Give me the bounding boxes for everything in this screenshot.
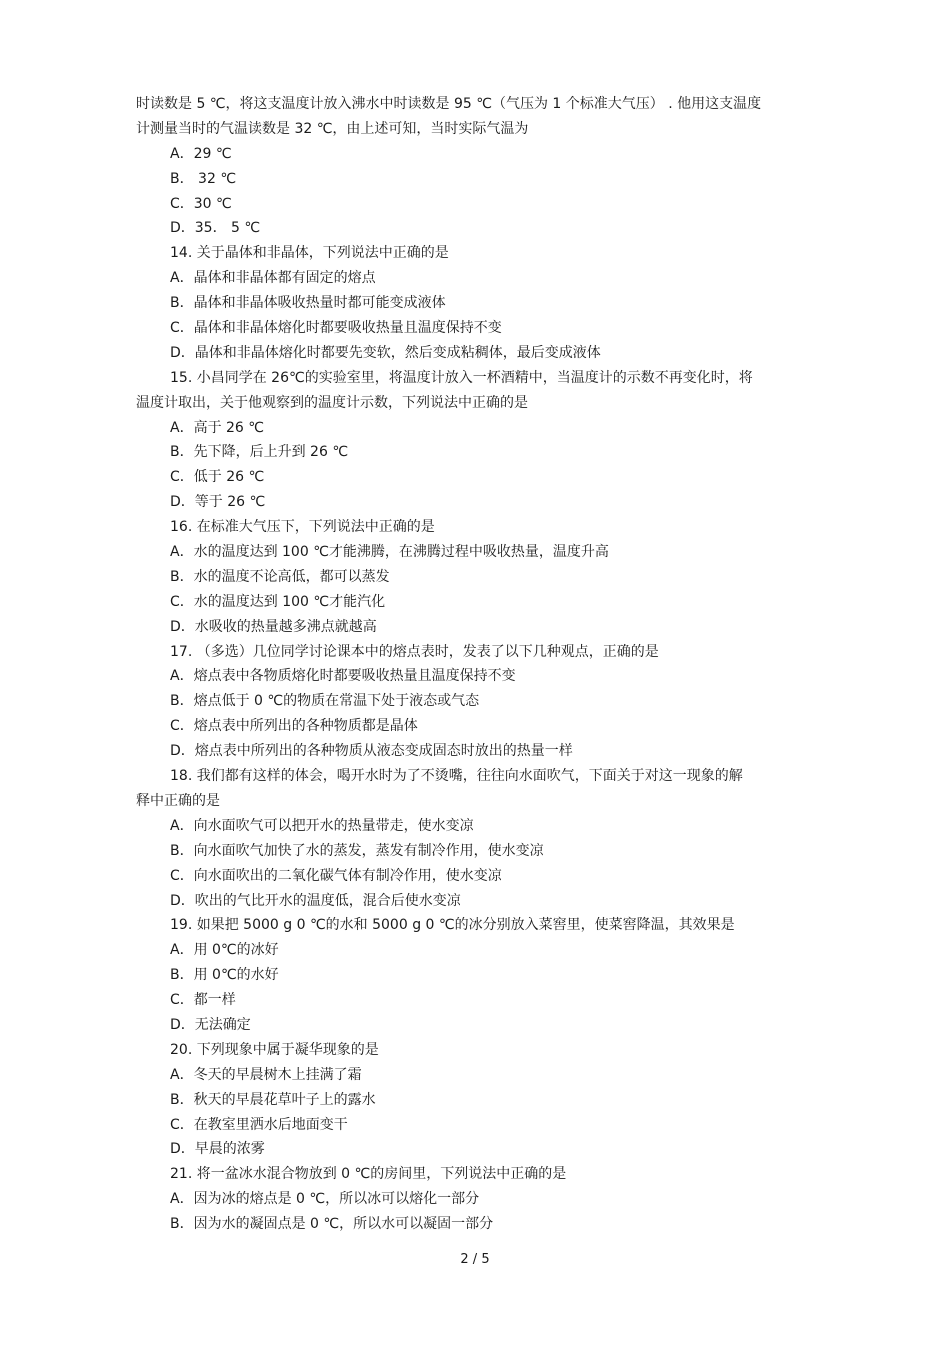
text-line: 16. 在标准大气压下，下列说法中正确的是: [170, 519, 435, 536]
text-line: 21. 将一盆冰水混合物放到 0 ℃的房间里，下列说法中正确的是: [170, 1166, 567, 1183]
text-line: 14. 关于晶体和非晶体，下列说法中正确的是: [170, 245, 449, 262]
text-line: B．晶体和非晶体吸收热量时都可能变成液体: [170, 295, 446, 312]
text-line: D．等于 26 ℃: [170, 494, 266, 511]
page-number: 2 / 5: [460, 1252, 490, 1267]
text-line: C．水的温度达到 100 ℃才能汽化: [170, 593, 386, 610]
text-line: A．晶体和非晶体都有固定的熔点: [170, 270, 376, 287]
text-line: B．用 0℃的水好: [170, 967, 279, 984]
text-line: 20. 下列现象中属于凝华现象的是: [170, 1041, 379, 1058]
text-line: D．早晨的浓雾: [170, 1141, 265, 1158]
text-line: D．35． 5 ℃: [170, 220, 261, 237]
text-line: 18. 我们都有这样的体会，喝开水时为了不烫嘴，往往向水面吹气，下面关于对这一现象的解: [170, 768, 743, 785]
text-line: D．晶体和非晶体熔化时都要先变软，然后变成粘稠体，最后变成液体: [170, 344, 601, 361]
text-line: 释中正确的是: [136, 792, 220, 809]
text-line: 时读数是 5 ℃，将这支温度计放入沸水中时读数是 95 ℃（气压为 1 个标准大气压） . 他用这支温度: [136, 96, 762, 112]
text-line: C．晶体和非晶体熔化时都要吸收热量且温度保持不变: [170, 320, 502, 337]
text-line: C．低于 26 ℃: [170, 469, 265, 486]
text-line: C．都一样: [170, 992, 236, 1009]
text-line: A．熔点表中各物质熔化时都要吸收热量且温度保持不变: [170, 668, 516, 685]
text-line: B．水的温度不论高低，都可以蒸发: [170, 568, 390, 585]
text-line: A．因为冰的熔点是 0 ℃，所以冰可以熔化一部分: [170, 1191, 480, 1208]
text-line: A．水的温度达到 100 ℃才能沸腾，在沸腾过程中吸收热量，温度升高: [170, 544, 609, 561]
text-line: A．向水面吹气可以把开水的热量带走，使水变凉: [170, 817, 474, 834]
text-line: B． 32 ℃: [170, 170, 237, 187]
text-line: 计测量当时的气温读数是 32 ℃，由上述可知，当时实际气温为: [136, 120, 529, 137]
text-line: 温度计取出，关于他观察到的温度计示数，下列说法中正确的是: [136, 394, 528, 411]
text-line: A．高于 26 ℃: [170, 419, 265, 436]
document-body: [136, 92, 856, 1237]
text-line: D．熔点表中所列出的各种物质从液态变成固态时放出的热量一样: [170, 743, 573, 760]
text-line: C．在教室里洒水后地面变干: [170, 1116, 348, 1133]
text-line: A．用 0℃的冰好: [170, 942, 279, 959]
text-line: 15. 小昌同学在 26℃的实验室里，将温度计放入一杯酒精中，当温度计的示数不再变化时，将: [170, 369, 753, 386]
text-line: C．向水面吹出的二氧化碳气体有制冷作用，使水变凉: [170, 867, 502, 884]
text-line: B．因为水的凝固点是 0 ℃，所以水可以凝固一部分: [170, 1216, 494, 1233]
text-line: C．30 ℃: [170, 195, 232, 212]
text-line: 17. （多选）几位同学讨论课本中的熔点表时，发表了以下几种观点，正确的是: [170, 643, 659, 660]
text-line: D．无法确定: [170, 1016, 251, 1033]
text-line: B．向水面吹气加快了水的蒸发，蒸发有制冷作用，使水变凉: [170, 842, 544, 859]
text-line: B．秋天的早晨花草叶子上的露水: [170, 1091, 376, 1108]
text-line: 19. 如果把 5000 g 0 ℃的水和 5000 g 0 ℃的冰分别放入菜窖里，使菜窖降温，其效果是: [170, 917, 735, 934]
text-line: D．水吸收的热量越多沸点就越高: [170, 618, 377, 635]
text-line: D．吹出的气比开水的温度低，混合后使水变凉: [170, 892, 461, 909]
text-line: A．29 ℃: [170, 145, 232, 162]
text-line: B．先下降，后上升到 26 ℃: [170, 444, 349, 461]
text-line: A．冬天的早晨树木上挂满了霜: [170, 1066, 362, 1083]
text-line: C．熔点表中所列出的各种物质都是晶体: [170, 718, 418, 735]
text-line: B．熔点低于 0 ℃的物质在常温下处于液态或气态: [170, 693, 480, 710]
